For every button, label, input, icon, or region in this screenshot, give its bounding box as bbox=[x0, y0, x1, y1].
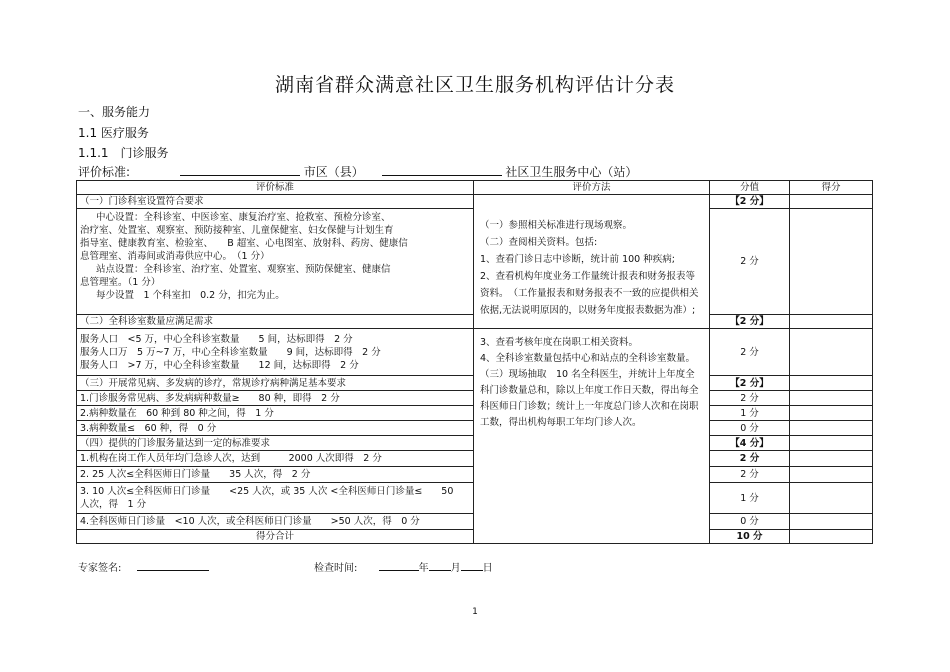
text-line: 服务人口万 5 万~7 万，中心全科诊室数量 9 间，达标即得 2 分 bbox=[80, 346, 381, 358]
group-2-value: 2 分 bbox=[710, 329, 790, 376]
method-line: （二）查阅相关资料。包括: bbox=[480, 237, 598, 248]
total-value: 10 分 bbox=[710, 530, 790, 544]
expert-label: 专家签名: bbox=[78, 563, 122, 574]
got-cell[interactable] bbox=[790, 376, 873, 391]
center-label: 社区卫生服务中心（站） bbox=[505, 165, 638, 179]
check-time bbox=[314, 559, 493, 574]
group-4-line-4: 4.全科医师日门诊量 <10 人次，或全科医师日门诊量 >50 人次，得 0 分 bbox=[77, 514, 474, 530]
expert-signature bbox=[78, 559, 209, 574]
group-3-line-1: 1.门诊服务常见病、多发病病种数量≥ 80 种，即得 2 分 bbox=[77, 391, 474, 406]
day-label: 日 bbox=[482, 563, 493, 574]
method-cell-2 bbox=[474, 329, 710, 544]
group-3-value-1: 2 分 bbox=[710, 391, 790, 406]
month-blank[interactable] bbox=[429, 561, 451, 571]
total-label: 得分合计 bbox=[77, 530, 474, 544]
header-got: 得分 bbox=[790, 181, 873, 195]
text-line: 人次，得 1 分 bbox=[80, 499, 147, 510]
got-cell[interactable] bbox=[790, 436, 873, 451]
text-line: 指导室、健康教育室、检验室、 B 超室、心电图室、放射科、药房、健康信 bbox=[80, 238, 408, 249]
page-title: 湖南省群众满意社区卫生服务机构评估计分表 bbox=[274, 74, 675, 96]
text-line: 服务人口 <5 万，中心全科诊室数量 5 间，达标即得 2 分 bbox=[80, 333, 353, 345]
group-4-line-1: 1.机构在岗工作人员年均门急诊人次，达到 2000 人次即得 2 分 bbox=[77, 451, 474, 467]
group-2-head: （二）全科诊室数量应满足需求 bbox=[77, 315, 474, 329]
got-cell[interactable] bbox=[790, 391, 873, 406]
group-4-line-2: 2. 25 人次≤全科医师日门诊量 35 人次，得 2 分 bbox=[77, 467, 474, 483]
group-4-value-4: 0 分 bbox=[710, 514, 790, 530]
method-line: （一）参照相关标准进行现场观察。 bbox=[480, 220, 633, 231]
group-4-score: 【4 分】 bbox=[710, 436, 790, 451]
group-3-line-3: 3.病种数量≤ 60 种，得 0 分 bbox=[77, 421, 474, 436]
text-line: 息管理室。（1 分） bbox=[80, 277, 161, 288]
group-1-head: （一）门诊科室设置符合要求 bbox=[77, 195, 474, 209]
got-cell[interactable] bbox=[790, 195, 873, 209]
text-line: 服务人口 >7 万，中心全科诊室数量 12 间，达标即得 2 分 bbox=[80, 359, 359, 371]
text-line: 中心设置：全科诊室、中医诊室、康复治疗室、抢救室、预检分诊室、 bbox=[96, 212, 391, 223]
day-blank[interactable] bbox=[461, 561, 483, 571]
header-criteria: 评价标准 bbox=[77, 181, 474, 195]
group-1-value: 2 分 bbox=[710, 209, 790, 315]
got-cell[interactable] bbox=[790, 483, 873, 514]
city-label: 市区（县） bbox=[303, 165, 364, 179]
group-3-line-2: 2.病种数量在 60 种到 80 种之间，得 1 分 bbox=[77, 406, 474, 421]
criteria-label: 评价标准: bbox=[78, 165, 131, 179]
year-label: 年 bbox=[418, 563, 429, 574]
center-blank[interactable] bbox=[382, 164, 502, 176]
table-header-row bbox=[77, 181, 873, 195]
text-line: 治疗室、处置室、观察室、预防接种室、儿童保健室、妇女保健与计划生育 bbox=[80, 225, 394, 236]
table-row bbox=[77, 329, 873, 376]
year-blank[interactable] bbox=[379, 561, 419, 571]
method-line: 1、查看门诊日志中诊断，统计前 100 种疾病; bbox=[480, 254, 675, 265]
group-3-head: （三）开展常见病、多发病的诊疗，常规诊疗病种满足基本要求 bbox=[77, 376, 474, 391]
method-line: 2、查看机构年度业务工作量统计报表和财务报表等资料。 （工作量报表和财务报表不一致的应提供相关依据,无法说明原因的，以财务年度报表数据为准）; bbox=[480, 271, 699, 316]
table-row bbox=[77, 195, 873, 209]
section-heading-1: 一、服务能力 bbox=[78, 105, 151, 119]
got-cell[interactable] bbox=[790, 467, 873, 483]
group-1-body bbox=[77, 209, 474, 315]
group-2-score: 【2 分】 bbox=[710, 315, 790, 329]
expert-blank[interactable] bbox=[137, 561, 209, 571]
group-4-value-3: 1 分 bbox=[710, 483, 790, 514]
check-time-label: 检查时间: bbox=[314, 563, 358, 574]
header-method: 评价方法 bbox=[474, 181, 710, 195]
group-4-value-1: 2 分 bbox=[710, 451, 790, 467]
text-line: 息管理室、消毒间或消毒供应中心。 （1 分） bbox=[80, 251, 270, 262]
text-line: 站点设置：全科诊室、治疗室、处置室、观察室、预防保健室、健康信 bbox=[96, 264, 391, 275]
group-1-score: 【2 分】 bbox=[710, 195, 790, 209]
group-4-line-3 bbox=[77, 483, 474, 514]
page-number: 1 bbox=[472, 607, 478, 617]
group-3-value-3: 0 分 bbox=[710, 421, 790, 436]
method-cell bbox=[474, 195, 710, 329]
got-cell[interactable] bbox=[790, 209, 873, 315]
got-cell[interactable] bbox=[790, 329, 873, 376]
criteria-label-line bbox=[78, 163, 878, 180]
month-label: 月 bbox=[450, 563, 461, 574]
section-heading-1-1: 1.1 医疗服务 bbox=[78, 126, 149, 140]
got-cell[interactable] bbox=[790, 530, 873, 544]
section-heading-1-1-1: 1.1.1 门诊服务 bbox=[78, 146, 169, 160]
text-line: 3. 10 人次≤全科医师日门诊量 <25 人次，或 35 人次 <全科医师日门诊量≤ 50 bbox=[80, 486, 454, 497]
got-cell[interactable] bbox=[790, 421, 873, 436]
method-line: （三）现场抽取 10 名全科医生，并统计上年度全科门诊数量总和，除以上年度工作日天数，得出每全科医师日门诊数；统计上一年度总门诊人次和在岗职工数，得出机构每职工年均门诊人次。 bbox=[480, 369, 699, 428]
got-cell[interactable] bbox=[790, 406, 873, 421]
method-line: 3、查看考核年度在岗职工相关资料。 bbox=[480, 337, 639, 348]
city-blank[interactable] bbox=[180, 164, 300, 176]
got-cell[interactable] bbox=[790, 451, 873, 467]
group-4-value-2: 2 分 bbox=[710, 467, 790, 483]
group-2-body bbox=[77, 329, 474, 376]
group-4-head: （四）提供的门诊服务量达到一定的标准要求 bbox=[77, 436, 474, 451]
got-cell[interactable] bbox=[790, 315, 873, 329]
group-3-value-2: 1 分 bbox=[710, 406, 790, 421]
group-3-score: 【2 分】 bbox=[710, 376, 790, 391]
score-table bbox=[76, 180, 873, 544]
got-cell[interactable] bbox=[790, 514, 873, 530]
text-line: 每少设置 1 个科室扣 0.2 分，扣完为止。 bbox=[96, 290, 285, 301]
header-score: 分值 bbox=[710, 181, 790, 195]
method-line: 4、全科诊室数量包括中心和站点的全科诊室数量。 bbox=[480, 353, 696, 364]
